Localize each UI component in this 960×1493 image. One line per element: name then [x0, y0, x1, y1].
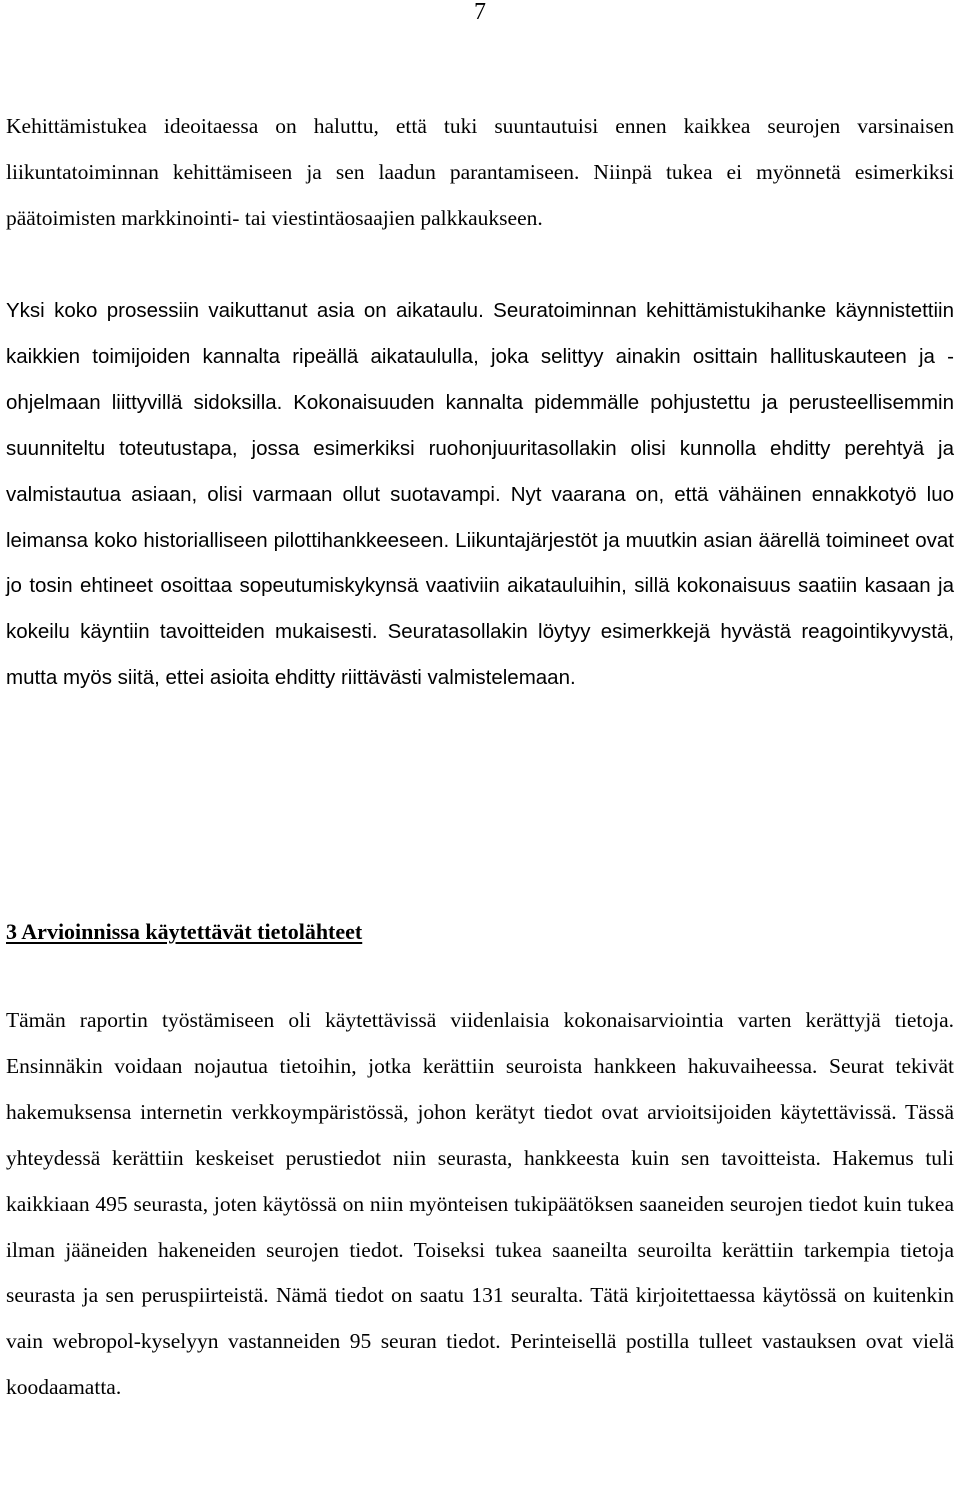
- page-number: 7: [474, 0, 486, 25]
- paragraph-data-sources: Tämän raportin työstämiseen oli käytettävissä viidenlaisia kokonaisarviointia varten kerättyjä tietoja. Ensinnäkin voidaan nojautua tietoihin, jotka kerättiin seuroista hankkeen hakuvaiheessa. Seurat tekivät hakemuksensa internetin verkkoympäristössä, johon kerätyt tiedot ovat arvioitsijoiden käytettävissä. Tässä yhteydessä kerättiin keskeiset perustiedot niin seurasta, hankkeesta kuin sen tavoitteista. Hakemus tuli kaikkiaan 495 seurasta, joten käytössä on niin myönteisen tukipäätöksen saaneiden seurojen tiedot kuin tukea ilman jääneiden hakeneiden seurojen tiedot. Toiseksi tukea saaneilta seuroilta kerättiin tarkempia tietoja seurasta ja sen peruspiirteistä. Nämä tiedot on saatu 131 seuralta. Tätä kirjoitettaessa käytössä on kuitenkin vain webropol-kyselyyn vastanneiden 95 seuran tiedot. Perinteisellä postilla tulleet vastauksen ovat vielä koodaamatta.: [6, 1008, 954, 1400]
- paragraph-schedule-sans-part-4: Seuratasollakin löytyy esimerkkejä hyvästä reagointikyvystä, mutta myös siitä, ettei asioita ehditty riittävästi valmistelemaan.: [6, 620, 955, 690]
- paragraph-funding-focus: Kehittämistukea ideoitaessa on haluttu, että tuki suuntautuisi ennen kaikkea seurojen varsinaisen liikuntatoiminnan kehittämiseen ja sen laadun parantamiseen. Niinpä tukea ei myönnetä esimerkiksi päätoimisten markkinointi- tai viestintäosaajien palkkaukseen.: [6, 114, 954, 230]
- section-heading: 3 Arvioinnissa käytettävät tietolähteet: [6, 919, 363, 944]
- paragraph-schedule-sans-part-2: Kokonaisuuden kannalta pidemmälle pohjustettu ja perusteellisemmin suunniteltu toteutustapa, jossa esimerkiksi ruohonjuuritasollakin olisi kunnolla ehditty perehtyä ja valmistautua asiaan, olisi varmaan ollut suotavampi. Nyt vaarana on, että vähäinen ennakkotyö luo leimansa koko historialliseen pilottihankkeeseen. Liikuntajärjestöt ja muutkin asian äärellä toimineet ovat jo tosin ehtineet osoittaa sopeutumiskykynsä vaativiin aikatauluihin, sillä: [6, 390, 954, 598]
- paragraph-schedule: [6, 288, 954, 701]
- paragraph-schedule-sans-part-3: kokonaisuus saatiin kasaan ja kokeilu käyntiin tavoitteiden mukaisesti.: [6, 574, 955, 644]
- paragraph-schedule-sans-part: Yksi koko prosessiin vaikuttanut asia on aikataulu. Seuratoiminnan kehittämistukihanke käynnistettiin kaikkien toimijoiden kannalta ripeällä aikataululla, joka selittyy ainakin osittain hallituskauteen ja -ohjelmaan liittyvillä sidoksilla.: [6, 299, 954, 414]
